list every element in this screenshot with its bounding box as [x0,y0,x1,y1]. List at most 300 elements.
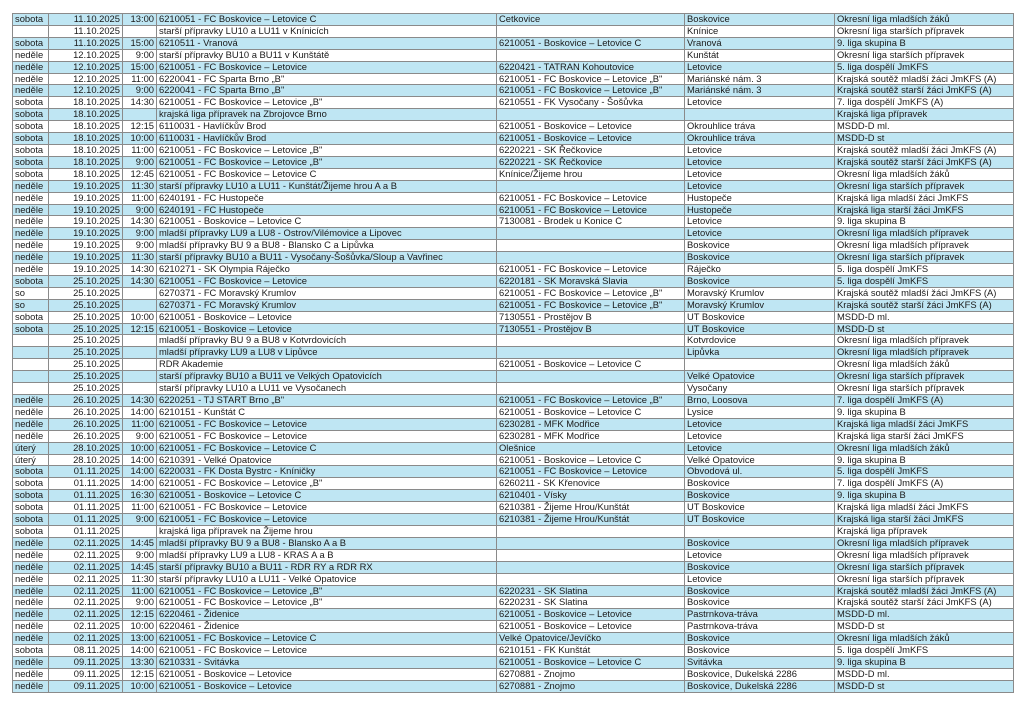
cell-away-team: 6210051 - Boskovice – Letovice C [497,359,685,371]
cell-home-team: mladší přípravky LU9 a LU8 - KRAS A a B [157,549,497,561]
cell-league: Okresní liga mladších přípravek [835,537,1014,549]
cell-venue: Okrouhlice tráva [685,133,835,145]
cell-away-team: Knínice/Žijeme hrou [497,168,685,180]
cell-day: sobota [13,490,49,502]
cell-league: Krajská liga přípravek [835,525,1014,537]
cell-time: 9:00 [123,240,157,252]
cell-time [123,525,157,537]
cell-venue: UT Boskovice [685,323,835,335]
cell-day: sobota [13,514,49,526]
cell-venue: Moravský Krumlov [685,287,835,299]
cell-away-team [497,49,685,61]
cell-away-team: 6210401 - Vísky [497,490,685,502]
cell-home-team: 6210051 - FC Boskovice – Letovice „B" [157,144,497,156]
cell-time: 9:00 [123,549,157,561]
cell-league: Okresní liga starších přípravek [835,49,1014,61]
cell-time: 11:00 [123,192,157,204]
cell-home-team: 6270371 - FC Moravský Krumlov [157,299,497,311]
cell-venue: Okrouhlice tráva [685,121,835,133]
cell-league: Okresní liga mladších přípravek [835,549,1014,561]
cell-league: Okresní liga starších přípravek [835,383,1014,395]
cell-venue: Boskovice [685,597,835,609]
cell-away-team [497,549,685,561]
cell-day: neděle [13,192,49,204]
cell-league: Krajská soutěž mladší žáci JmKFS (A) [835,287,1014,299]
cell-date: 08.11.2025 [49,645,123,657]
cell-away-team [497,109,685,121]
table-row [13,49,1014,61]
cell-time: 12:15 [123,668,157,680]
table-row [13,490,1014,502]
cell-time: 11:00 [123,73,157,85]
cell-home-team: 6210151 - Kunštát C [157,406,497,418]
cell-time: 15:00 [123,37,157,49]
cell-date: 19.10.2025 [49,264,123,276]
cell-day: neděle [13,561,49,573]
cell-away-team [497,228,685,240]
cell-away-team: 6210051 - FC Boskovice – Letovice „B" [497,73,685,85]
table-row [13,371,1014,383]
cell-home-team: 6210271 - SK Olympia Ráječko [157,264,497,276]
table-row [13,597,1014,609]
cell-time: 11:00 [123,585,157,597]
cell-league: 5. liga dospělí JmKFS [835,264,1014,276]
cell-league: Krajská soutěž mladší žáci JmKFS (A) [835,585,1014,597]
cell-time: 14:30 [123,264,157,276]
cell-league: 5. liga dospělí JmKFS [835,466,1014,478]
cell-league: Krajská soutěž mladší žáci JmKFS (A) [835,73,1014,85]
cell-day: neděle [13,549,49,561]
cell-league: 9. liga skupina B [835,454,1014,466]
cell-day: sobota [13,144,49,156]
cell-date: 02.11.2025 [49,561,123,573]
cell-time: 13:00 [123,14,157,26]
cell-time: 9:00 [123,228,157,240]
cell-league: Krajská liga mladší žáci JmKFS [835,502,1014,514]
cell-venue: Brno, Loosova [685,395,835,407]
cell-venue: Boskovice [685,645,835,657]
cell-home-team: mladší přípravky BU 9 a BU8 - Blansko C a Lipůvka [157,240,497,252]
cell-venue: UT Boskovice [685,311,835,323]
cell-day: sobota [13,275,49,287]
cell-away-team: 6210051 - Boskovice – Letovice C [497,656,685,668]
cell-league: 5. liga dospělí JmKFS [835,645,1014,657]
cell-venue: Letovice [685,180,835,192]
cell-league: Krajská soutěž starší žáci JmKFS (A) [835,299,1014,311]
table-row [13,561,1014,573]
cell-day: neděle [13,656,49,668]
cell-away-team: 6210381 - Žijeme Hrou/Kunštát [497,502,685,514]
cell-venue: Velké Opatovice [685,454,835,466]
cell-away-team: 6270881 - Znojmo [497,680,685,692]
cell-away-team [497,240,685,252]
cell-league: 7. liga dospělí JmKFS (A) [835,97,1014,109]
table-row [13,168,1014,180]
table-row [13,299,1014,311]
cell-home-team: 6210051 - FC Boskovice – Letovice [157,645,497,657]
schedule-body [13,14,1014,693]
cell-home-team: starší přípravky LU10 a LU11 v Knínicích [157,25,497,37]
cell-venue: Boskovice [685,275,835,287]
cell-home-team: 6210051 - Boskovice – Letovice C [157,490,497,502]
cell-home-team: 6220041 - FC Sparta Brno „B" [157,85,497,97]
cell-day: neděle [13,180,49,192]
cell-league: Krajská soutěž starší žáci JmKFS (A) [835,85,1014,97]
cell-home-team: 6270371 - FC Moravský Krumlov [157,287,497,299]
cell-venue: Boskovice, Dukelská 2286 [685,668,835,680]
cell-time: 14:30 [123,216,157,228]
cell-away-team: 6210051 - Boskovice – Letovice [497,621,685,633]
cell-away-team: 6260211 - SK Křenovice [497,478,685,490]
table-row [13,347,1014,359]
cell-venue: Boskovice [685,633,835,645]
cell-date: 18.10.2025 [49,109,123,121]
cell-home-team: starší přípravky LU10 a LU11 - Kunštát/Žijeme hrou A a B [157,180,497,192]
cell-day: sobota [13,37,49,49]
cell-day: neděle [13,573,49,585]
cell-home-team: 6210051 - FC Boskovice – Letovice C [157,168,497,180]
cell-home-team: 6220041 - FC Sparta Brno „B" [157,73,497,85]
cell-time: 11:00 [123,144,157,156]
cell-away-team [497,252,685,264]
table-row [13,466,1014,478]
cell-day: neděle [13,430,49,442]
cell-day: neděle [13,609,49,621]
cell-date: 18.10.2025 [49,121,123,133]
cell-away-team: 7130081 - Brodek u Konice C [497,216,685,228]
cell-venue: Lysice [685,406,835,418]
table-row [13,395,1014,407]
cell-league: 7. liga dospělí JmKFS (A) [835,395,1014,407]
cell-home-team: 6210051 - Boskovice – Letovice [157,680,497,692]
cell-date: 02.11.2025 [49,585,123,597]
table-row [13,180,1014,192]
cell-league: MSDD-D st [835,680,1014,692]
cell-league: Krajská liga mladší žáci JmKFS [835,192,1014,204]
cell-date: 25.10.2025 [49,323,123,335]
cell-date: 01.11.2025 [49,525,123,537]
cell-day [13,359,49,371]
cell-date: 01.11.2025 [49,490,123,502]
table-row [13,573,1014,585]
cell-home-team: 6210051 - Boskovice – Letovice [157,323,497,335]
cell-league: 5. liga dospělí JmKFS [835,61,1014,73]
cell-home-team: mladší přípravky BU 9 a BU8 v Kotvrdovicích [157,335,497,347]
table-row [13,204,1014,216]
cell-time: 12:15 [123,121,157,133]
cell-day: neděle [13,216,49,228]
cell-time [123,383,157,395]
table-row [13,97,1014,109]
cell-home-team: 6220031 - FK Dosta Bystrc - Kníničky [157,466,497,478]
cell-league: MSDD-D ml. [835,609,1014,621]
cell-date: 26.10.2025 [49,395,123,407]
cell-day: sobota [13,645,49,657]
cell-away-team: 6220181 - SK Moravská Slavia [497,275,685,287]
cell-away-team: 6220221 - SK Řečkovice [497,144,685,156]
cell-league: 9. liga skupina B [835,656,1014,668]
cell-day: neděle [13,61,49,73]
cell-time: 13:00 [123,633,157,645]
table-row [13,287,1014,299]
cell-time [123,359,157,371]
cell-league: Krajská liga starší žáci JmKFS [835,430,1014,442]
cell-time: 9:00 [123,430,157,442]
cell-venue: UT Boskovice [685,514,835,526]
cell-home-team: 6210051 - FC Boskovice – Letovice „B" [157,97,497,109]
cell-home-team: 6220461 - Židenice [157,609,497,621]
cell-date: 26.10.2025 [49,406,123,418]
cell-day: so [13,299,49,311]
table-row [13,549,1014,561]
cell-date: 12.10.2025 [49,73,123,85]
cell-home-team: 6240191 - FC Hustopeče [157,204,497,216]
cell-day: sobota [13,109,49,121]
cell-date: 01.11.2025 [49,514,123,526]
cell-league: Okresní liga mladších žáků [835,359,1014,371]
cell-time: 10:00 [123,442,157,454]
cell-date: 02.11.2025 [49,597,123,609]
cell-day: neděle [13,264,49,276]
cell-time: 9:00 [123,156,157,168]
cell-home-team: mladší přípravky LU9 a LU8 v Lipůvce [157,347,497,359]
cell-date: 01.11.2025 [49,466,123,478]
table-row [13,514,1014,526]
cell-venue: Letovice [685,156,835,168]
cell-date: 12.10.2025 [49,49,123,61]
table-row [13,85,1014,97]
cell-away-team: 6220231 - SK Slatina [497,585,685,597]
table-row [13,121,1014,133]
cell-date: 19.10.2025 [49,228,123,240]
cell-time: 10:00 [123,133,157,145]
cell-time: 11:30 [123,180,157,192]
cell-home-team: 6210051 - FC Boskovice – Letovice [157,61,497,73]
table-row [13,109,1014,121]
cell-venue: Letovice [685,61,835,73]
cell-day: sobota [13,133,49,145]
cell-venue: Vranová [685,37,835,49]
cell-day: úterý [13,442,49,454]
table-row [13,442,1014,454]
table-row [13,418,1014,430]
table-row [13,240,1014,252]
cell-home-team: 6210391 - Velké Opatovice [157,454,497,466]
cell-date: 18.10.2025 [49,133,123,145]
cell-day: neděle [13,85,49,97]
cell-venue: Boskovice [685,14,835,26]
cell-home-team: 6210051 - FC Boskovice – Letovice [157,275,497,287]
cell-away-team: 6210051 - FC Boskovice – Letovice „B" [497,85,685,97]
cell-league: 5. liga dospělí JmKFS [835,275,1014,287]
cell-away-team: 6210051 - FC Boskovice – Letovice „B" [497,287,685,299]
cell-time: 11:30 [123,252,157,264]
cell-venue: Hustopeče [685,204,835,216]
cell-home-team: 6110031 - Havlíčkův Brod [157,121,497,133]
table-row [13,73,1014,85]
table-row [13,335,1014,347]
cell-day: neděle [13,633,49,645]
cell-home-team: starší přípravky BU10 a BU11 ve Velkých Opatovicích [157,371,497,383]
table-row [13,525,1014,537]
cell-date: 18.10.2025 [49,156,123,168]
cell-date: 25.10.2025 [49,311,123,323]
cell-date: 02.11.2025 [49,621,123,633]
cell-away-team: 6210051 - Boskovice – Letovice [497,609,685,621]
cell-day: neděle [13,680,49,692]
cell-away-team: Velké Opatovice/Jevíčko [497,633,685,645]
cell-time: 11:00 [123,418,157,430]
cell-date: 25.10.2025 [49,275,123,287]
cell-day: so [13,287,49,299]
cell-venue: Boskovice [685,240,835,252]
cell-venue: Velké Opatovice [685,371,835,383]
cell-league: Krajská soutěž mladší žáci JmKFS (A) [835,144,1014,156]
cell-away-team: 6230281 - MFK Modřice [497,430,685,442]
table-row [13,14,1014,26]
cell-home-team: 6220251 - TJ START Brno „B" [157,395,497,407]
cell-day [13,335,49,347]
cell-league: Okresní liga starších přípravek [835,371,1014,383]
cell-date: 12.10.2025 [49,61,123,73]
cell-league: Okresní liga mladších žáků [835,633,1014,645]
table-row [13,537,1014,549]
cell-away-team: 6210051 - FC Boskovice – Letovice [497,204,685,216]
cell-time [123,347,157,359]
cell-league: 9. liga skupina B [835,490,1014,502]
table-row [13,668,1014,680]
cell-venue: Ráječko [685,264,835,276]
cell-date: 25.10.2025 [49,347,123,359]
cell-league: MSDD-D st [835,621,1014,633]
cell-venue: Letovice [685,97,835,109]
cell-league: 9. liga skupina B [835,406,1014,418]
cell-venue: Letovice [685,549,835,561]
cell-venue: Mariánské nám. 3 [685,73,835,85]
cell-date: 01.11.2025 [49,478,123,490]
cell-away-team: 6210051 - FC Boskovice – Letovice [497,192,685,204]
cell-time: 12:15 [123,609,157,621]
cell-home-team: RDR Akademie [157,359,497,371]
cell-date: 19.10.2025 [49,192,123,204]
cell-home-team: krajská liga přípravek na Žijeme hrou [157,525,497,537]
cell-away-team: 6210051 - Boskovice – Letovice C [497,37,685,49]
cell-venue: Lipůvka [685,347,835,359]
cell-away-team: 6220421 - TATRAN Kohoutovice [497,61,685,73]
cell-time: 12:45 [123,168,157,180]
cell-league: Krajská soutěž starší žáci JmKFS (A) [835,597,1014,609]
table-row [13,192,1014,204]
cell-away-team: 6210051 - FC Boskovice – Letovice [497,264,685,276]
cell-league: Okresní liga mladších žáků [835,442,1014,454]
table-row [13,478,1014,490]
cell-venue: Boskovice [685,252,835,264]
table-row [13,585,1014,597]
cell-league: MSDD-D ml. [835,668,1014,680]
table-row [13,645,1014,657]
table-row [13,430,1014,442]
cell-venue: Boskovice [685,490,835,502]
cell-home-team: 6210051 - FC Boskovice – Letovice C [157,14,497,26]
cell-away-team: 6220231 - SK Slatina [497,597,685,609]
cell-date: 02.11.2025 [49,537,123,549]
cell-time [123,287,157,299]
cell-date: 12.10.2025 [49,85,123,97]
cell-league: Okresní liga mladších přípravek [835,335,1014,347]
cell-date: 25.10.2025 [49,383,123,395]
cell-venue: UT Boskovice [685,502,835,514]
cell-league: Krajská liga mladší žáci JmKFS [835,418,1014,430]
table-row [13,61,1014,73]
cell-away-team: 6210051 - FC Boskovice – Letovice „B" [497,299,685,311]
cell-day: neděle [13,228,49,240]
cell-home-team: 6210051 - FC Boskovice – Letovice „B" [157,597,497,609]
cell-time: 9:00 [123,85,157,97]
cell-league: Okresní liga mladších žáků [835,168,1014,180]
cell-home-team: 6210051 - Boskovice – Letovice [157,668,497,680]
cell-day: sobota [13,478,49,490]
cell-away-team [497,180,685,192]
cell-time: 14:45 [123,537,157,549]
cell-home-team: 6220461 - Židenice [157,621,497,633]
cell-time: 14:00 [123,645,157,657]
cell-venue [685,359,835,371]
cell-away-team: 6210381 - Žijeme Hrou/Kunštát [497,514,685,526]
cell-day: sobota [13,121,49,133]
table-row [13,252,1014,264]
cell-day: sobota [13,502,49,514]
table-row [13,621,1014,633]
cell-day: neděle [13,204,49,216]
cell-date: 09.11.2025 [49,668,123,680]
cell-league: Okresní liga mladších žáků [835,14,1014,26]
cell-away-team [497,537,685,549]
cell-day: neděle [13,418,49,430]
cell-day: neděle [13,585,49,597]
cell-date: 02.11.2025 [49,549,123,561]
cell-time: 15:00 [123,61,157,73]
cell-day: neděle [13,597,49,609]
cell-time [123,299,157,311]
cell-date: 01.11.2025 [49,502,123,514]
cell-home-team: starší přípravky BU10 a BU11 - Vysočany-Šošůvka/Sloup a Vavřinec [157,252,497,264]
table-row [13,25,1014,37]
cell-day [13,383,49,395]
cell-venue: Vysočany [685,383,835,395]
cell-league: 9. liga skupina B [835,37,1014,49]
cell-date: 11.10.2025 [49,25,123,37]
cell-away-team [497,525,685,537]
cell-time: 10:00 [123,680,157,692]
table-row [13,311,1014,323]
cell-away-team: 6210051 - Boskovice – Letovice C [497,406,685,418]
cell-date: 09.11.2025 [49,680,123,692]
cell-away-team: 6210151 - FK Kunštát [497,645,685,657]
table-row [13,656,1014,668]
cell-time: 14:30 [123,97,157,109]
cell-time: 10:00 [123,621,157,633]
cell-day: sobota [13,97,49,109]
table-row [13,264,1014,276]
cell-away-team [497,371,685,383]
cell-date: 02.11.2025 [49,573,123,585]
cell-venue: Kotvrdovice [685,335,835,347]
cell-day: sobota [13,311,49,323]
cell-time: 16:30 [123,490,157,502]
cell-away-team: 7130551 - Prostějov B [497,323,685,335]
cell-league: MSDD-D st [835,323,1014,335]
cell-home-team: 6210051 - Boskovice – Letovice C [157,216,497,228]
